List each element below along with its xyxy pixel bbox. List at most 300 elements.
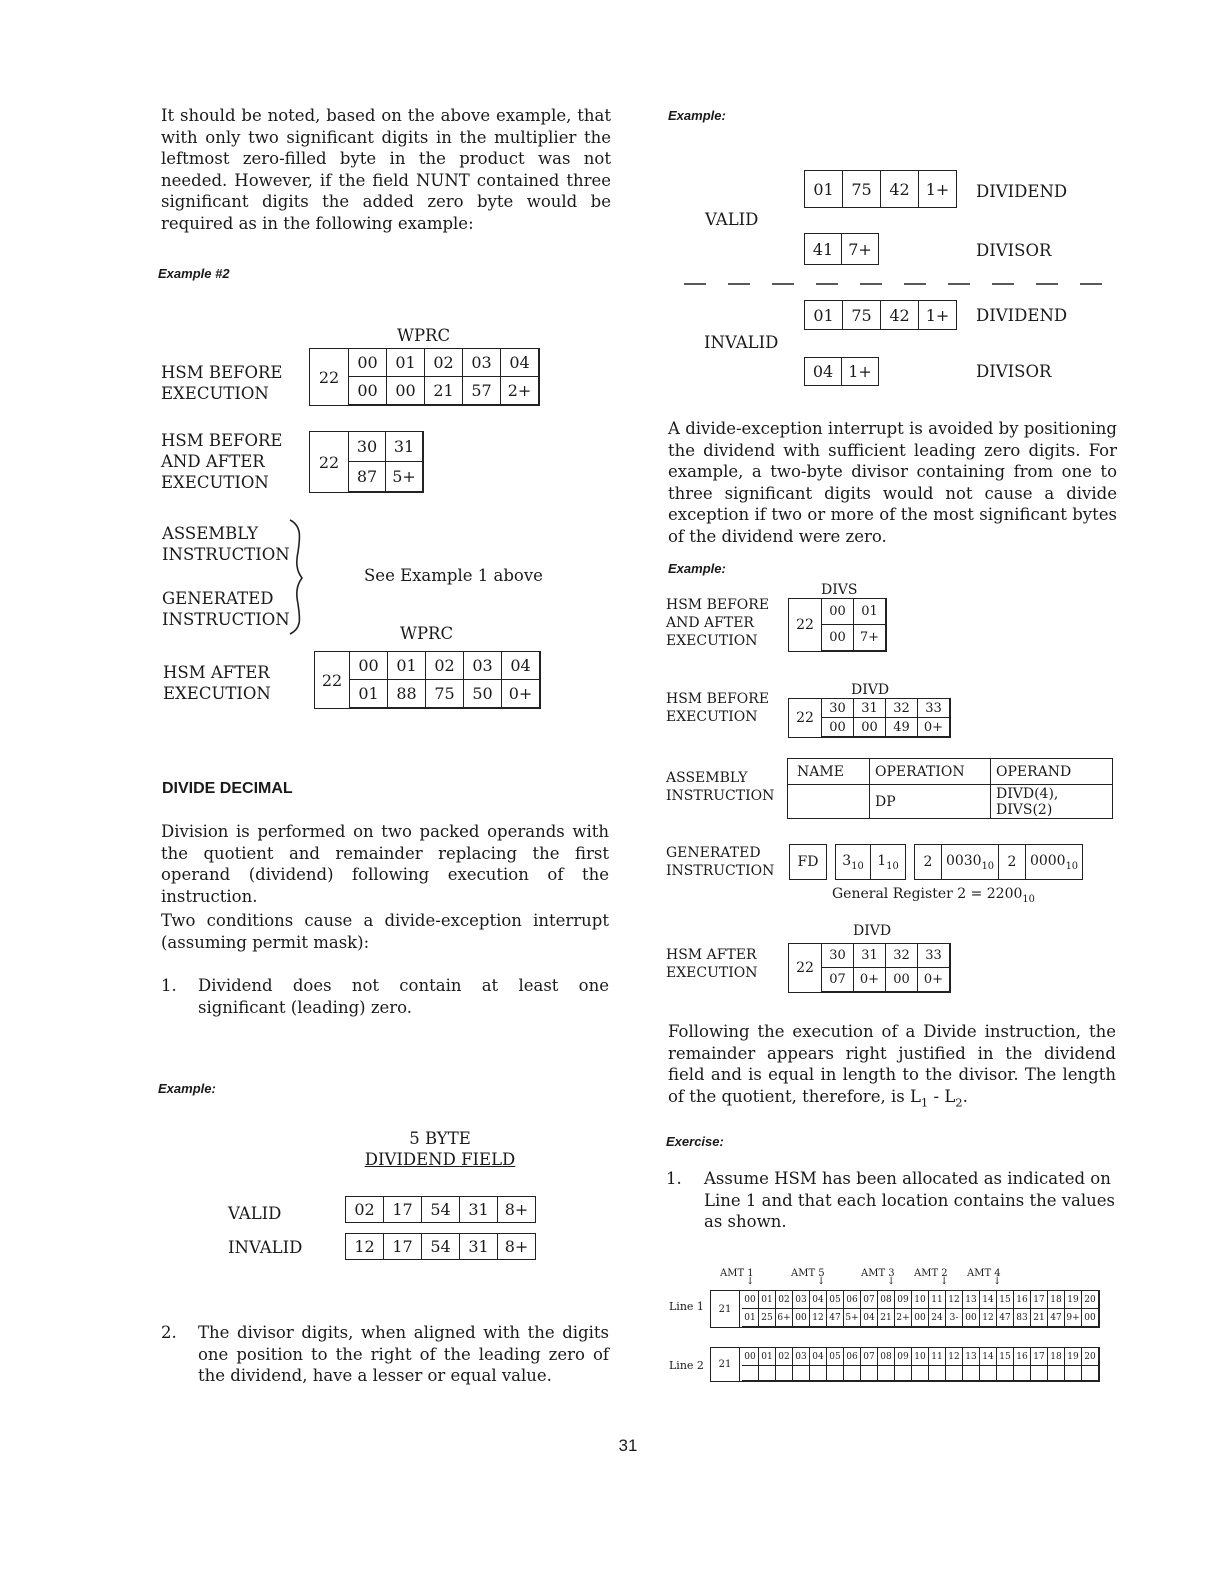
gen-disp1 [942, 845, 999, 880]
memory-cell: 41 [805, 234, 842, 265]
memory-cell: 05 [827, 1348, 844, 1366]
memory-cell: 04 [502, 652, 540, 680]
page-number: 31 [618, 1436, 638, 1455]
memory-cell: 15 [997, 1291, 1014, 1309]
gen-length1 [836, 845, 871, 880]
memory-row [349, 432, 423, 462]
memory-row [349, 462, 423, 492]
hsm-before-label [161, 362, 282, 404]
memory-cell: 21 [425, 377, 463, 405]
memory-cell: 42 [881, 301, 919, 330]
divs-label-line1: HSM BEFORE [666, 597, 770, 613]
memory-row [805, 301, 957, 330]
divd-after-title: DIVD [853, 923, 892, 939]
field-title-line2: DIVIDEND FIELD [364, 1150, 516, 1169]
memory-cell: 75 [843, 171, 881, 208]
gen-disp2 [1026, 845, 1083, 880]
hsm-before-line2: EXECUTION [161, 384, 269, 403]
memory-cell: 47 [827, 1309, 844, 1327]
memory-cell: 01 [742, 1309, 759, 1327]
hsm-before-line1: HSM BEFORE [161, 363, 283, 382]
valid-dividend-table [345, 1196, 536, 1223]
memory-cell: 00 [1082, 1309, 1099, 1327]
memory-cell [827, 1366, 844, 1381]
wprc-before-memory [309, 348, 540, 406]
memory-cell: 30 [822, 944, 854, 968]
exercise-label: Exercise: [666, 1134, 724, 1149]
memory-cell: 12 [346, 1234, 384, 1260]
gen-disp1-value: 0030 [945, 852, 982, 869]
line-1-table [742, 1291, 1099, 1327]
memory-cell: 01 [759, 1348, 776, 1366]
memory-cell: 17 [384, 1197, 422, 1223]
memory-row [742, 1348, 1099, 1366]
memory-cell: 31 [460, 1234, 498, 1260]
example-2-label: Example #2 [158, 266, 230, 281]
memory-cell: 5+ [844, 1309, 861, 1327]
amt-3-label [861, 1268, 896, 1287]
amt-3-text: AMT 3 [861, 1268, 895, 1279]
invalid-label-left: INVALID [228, 1238, 303, 1257]
arrow-down-icon: ↓ [993, 1276, 1002, 1287]
mid-label-line1: HSM BEFORE [161, 431, 283, 450]
item-1-text: Dividend does not contain at least one significant (leading) zero. [198, 976, 609, 1017]
memory-cell [963, 1366, 980, 1381]
memory-cell: 42 [881, 171, 919, 208]
memory-cell: 2+ [501, 377, 539, 405]
memory-cell [844, 1366, 861, 1381]
amt-5-text: AMT 5 [791, 1268, 825, 1279]
line-2-label: Line 2 [669, 1359, 704, 1372]
memory-cell: 00 [742, 1291, 759, 1309]
gen-gap [906, 845, 915, 880]
memory-cell: 0+ [502, 680, 540, 708]
arrow-down-icon: ↓ [940, 1276, 949, 1287]
memory-cell: 17 [384, 1234, 422, 1260]
memory-row [822, 625, 886, 651]
line-1-memory [710, 1290, 1100, 1328]
memory-cell: 00 [349, 349, 387, 377]
memory-cell: 00 [387, 377, 425, 405]
divs-memory [788, 598, 887, 652]
divd-after-memory [788, 943, 951, 993]
invalid-dividend-right [804, 300, 957, 330]
mid-memory [309, 431, 424, 493]
memory-cell: 12 [980, 1309, 997, 1327]
memory-cell [861, 1366, 878, 1381]
assembly-line2: INSTRUCTION [162, 545, 290, 564]
assembly-label-right [666, 769, 774, 805]
memory-cell: 1+ [919, 301, 957, 330]
generated-label-right [666, 844, 774, 880]
valid-dividend-right [804, 170, 957, 208]
memory-row [349, 349, 539, 377]
arrow-down-icon: ↓ [817, 1276, 826, 1287]
hsm-before-after-label [161, 430, 282, 493]
memory-cell: 54 [422, 1234, 460, 1260]
memory-cell: 14 [980, 1348, 997, 1366]
gen-length2 [871, 845, 906, 880]
divd-before-title: DIVD [851, 682, 890, 698]
memory-cell: 01 [388, 652, 426, 680]
generated-right-line1: GENERATED [666, 845, 761, 861]
wprc-before-table [349, 349, 539, 405]
hsm-after-line2: EXECUTION [163, 684, 271, 703]
gen-base2: 2 [999, 845, 1026, 880]
memory-cell: 7+ [854, 625, 886, 651]
name-value [788, 785, 870, 819]
memory-cell: 21 [1031, 1309, 1048, 1327]
generated-line1: GENERATED [162, 589, 274, 608]
memory-cell: 47 [997, 1309, 1014, 1327]
memory-cell [1082, 1366, 1099, 1381]
gr-text: General Register 2 = 2200 [832, 886, 1023, 902]
hsm-cell: 22 [789, 599, 822, 651]
memory-cell: 18 [1048, 1291, 1065, 1309]
generated-instruction-table [789, 844, 1083, 880]
memory-cell: 01 [387, 349, 425, 377]
memory-cell: 00 [822, 718, 854, 737]
memory-cell: 04 [810, 1348, 827, 1366]
exercise-1-number: 1. [666, 1169, 682, 1188]
gen-gap [827, 845, 836, 880]
gen-sub: 10 [851, 860, 864, 872]
assembly-instruction-table [787, 758, 1113, 819]
memory-cell: 01 [759, 1291, 776, 1309]
mid-label-line2: AND AFTER [161, 452, 265, 471]
following-paragraph [668, 1021, 1116, 1113]
memory-cell: 1+ [842, 358, 879, 386]
amt-4-text: AMT 4 [967, 1268, 1001, 1279]
memory-cell: 04 [861, 1309, 878, 1327]
wprc-title-after: WPRC [400, 624, 454, 643]
generated-right-line2: INSTRUCTION [666, 863, 775, 879]
divd-before-line1: HSM BEFORE [666, 691, 770, 707]
memory-cell: 10 [912, 1348, 929, 1366]
memory-cell: 07 [822, 968, 854, 992]
memory-cell: 75 [843, 301, 881, 330]
gen-sub: 10 [886, 860, 899, 872]
following-text: Following the execution of a Divide instruction, the remainder appears right justified in the dividend field and is equal in length to the divisor. The length of the quotient, therefore, is L [668, 1022, 1116, 1106]
memory-cell: 01 [854, 599, 886, 625]
divd-after-label [666, 946, 758, 982]
hsm-cell: 21 [711, 1291, 740, 1327]
col-operation-header: OPERATION [870, 759, 991, 785]
divs-table [822, 599, 886, 651]
memory-cell: 09 [895, 1348, 912, 1366]
memory-cell [997, 1366, 1014, 1381]
exercise-1-text: Assume HSM has been allocated as indicated on Line 1 and that each location contains the values as shown. [704, 1169, 1116, 1231]
memory-cell: 00 [822, 599, 854, 625]
dividend-label-1: DIVIDEND [976, 182, 1068, 201]
memory-cell: 04 [810, 1291, 827, 1309]
memory-cell: 10 [912, 1291, 929, 1309]
memory-row [346, 1234, 536, 1260]
amt-2-text: AMT 2 [914, 1268, 948, 1279]
divide-paragraph: Division is performed on two packed operands with the quotient and remainder replacing the first operand (dividend) following execution of the instruction. [161, 822, 609, 906]
wprc-title-before: WPRC [397, 326, 451, 345]
divd-before-memory [788, 698, 951, 738]
memory-cell: 47 [1048, 1309, 1065, 1327]
avoid-paragraph: A divide-exception interrupt is avoided by positioning the dividend with sufficient leading zero digits. For example, a two-byte divisor containing from one to three significant digits would not cause a divide exception if two or more of the most significant bytes of the dividend were zero. [668, 419, 1117, 546]
dividend-field-title [340, 1128, 540, 1170]
intro-paragraph: It should be noted, based on the above example, that with only two significant digits in the multiplier the leftmost zero-filled byte in the product was not needed. However, if the field NUNT contained three significant digits the added zero byte would be required as in the following example: [161, 106, 611, 233]
wprc-after-table [350, 652, 540, 708]
memory-cell: 04 [501, 349, 539, 377]
memory-cell: 31 [854, 944, 886, 968]
line-1-label: Line 1 [669, 1300, 704, 1313]
memory-cell: 00 [912, 1309, 929, 1327]
gr-sub: 10 [1022, 893, 1035, 905]
memory-cell: 02 [776, 1291, 793, 1309]
generated-line2: INSTRUCTION [162, 610, 290, 629]
following-sub2: 2 [955, 1094, 963, 1109]
memory-cell: 13 [963, 1348, 980, 1366]
memory-cell: 33 [918, 699, 950, 718]
dashed-separator [684, 280, 1104, 288]
brace-icon [288, 518, 310, 636]
memory-row [822, 968, 950, 992]
memory-cell: 00 [350, 652, 388, 680]
memory-cell: 00 [349, 377, 387, 405]
memory-cell: 32 [886, 699, 918, 718]
memory-row [822, 699, 950, 718]
memory-cell: 17 [1031, 1291, 1048, 1309]
memory-cell: 18 [1048, 1348, 1065, 1366]
dividend-label-2: DIVIDEND [976, 306, 1068, 325]
item-2-number: 2. [161, 1323, 177, 1342]
gen-op-code: FD [790, 845, 827, 880]
memory-cell: 02 [776, 1348, 793, 1366]
memory-row [822, 944, 950, 968]
memory-cell: 16 [1014, 1291, 1031, 1309]
memory-cell [912, 1366, 929, 1381]
memory-cell: 07 [861, 1291, 878, 1309]
memory-cell: 8+ [498, 1197, 536, 1223]
conditions-paragraph: Two conditions cause a divide-exception interrupt (assuming permit mask): [161, 911, 609, 952]
memory-row [742, 1291, 1099, 1309]
divd-before-line2: EXECUTION [666, 709, 758, 725]
memory-cell: 03 [793, 1348, 810, 1366]
memory-cell: 6+ [776, 1309, 793, 1327]
memory-cell: 83 [1014, 1309, 1031, 1327]
memory-row [742, 1309, 1099, 1327]
memory-cell: 11 [929, 1348, 946, 1366]
amt-1-label [720, 1268, 755, 1287]
assembly-right-line2: INSTRUCTION [666, 788, 775, 804]
divd-before-table [822, 699, 950, 737]
hsm-cell: 22 [310, 432, 349, 492]
memory-cell: 00 [886, 968, 918, 992]
memory-row [805, 234, 879, 265]
memory-cell: 2+ [895, 1309, 912, 1327]
memory-cell: 06 [844, 1348, 861, 1366]
memory-cell: 9+ [1065, 1309, 1082, 1327]
divisor-label-1: DIVISOR [976, 241, 1052, 260]
memory-row [349, 377, 539, 405]
memory-cell: 49 [886, 718, 918, 737]
memory-cell: 19 [1065, 1348, 1082, 1366]
memory-cell: 09 [895, 1291, 912, 1309]
memory-cell: 31 [386, 432, 423, 462]
see-example-text: See Example 1 above [364, 566, 543, 585]
memory-cell: 31 [854, 699, 886, 718]
memory-cell: 04 [805, 358, 842, 386]
memory-cell: 5+ [386, 462, 423, 492]
invalid-dividend-table [345, 1233, 536, 1260]
memory-cell: 17 [1031, 1348, 1048, 1366]
amt-1-text: AMT 1 [720, 1268, 754, 1279]
mid-table [349, 432, 423, 492]
item-2-text: The divisor digits, when aligned with the digits one position to the right of the leading zero of the dividend, have a lesser or equal value. [198, 1323, 609, 1385]
memory-cell [878, 1366, 895, 1381]
assembly-line1: ASSEMBLY [162, 524, 259, 543]
divd-after-line2: EXECUTION [666, 965, 758, 981]
invalid-label-right: INVALID [704, 333, 779, 352]
memory-cell: 03 [793, 1291, 810, 1309]
memory-row [805, 171, 957, 208]
following-sub1: 1 [920, 1094, 929, 1109]
memory-row [822, 718, 950, 737]
mid-label-line3: EXECUTION [161, 473, 269, 492]
hsm-cell: 22 [310, 349, 349, 405]
memory-cell: 00 [793, 1309, 810, 1327]
memory-cell: 30 [349, 432, 386, 462]
hsm-cell: 22 [789, 944, 822, 992]
divs-label [666, 596, 769, 650]
memory-cell: 02 [425, 349, 463, 377]
valid-label-left: VALID [228, 1204, 282, 1223]
memory-cell: 07 [861, 1348, 878, 1366]
memory-cell: 87 [349, 462, 386, 492]
memory-cell: 0+ [918, 968, 950, 992]
col-operand-header: OPERAND [991, 759, 1113, 785]
memory-cell: 00 [854, 718, 886, 737]
memory-cell: 0+ [918, 718, 950, 737]
memory-cell: 14 [980, 1291, 997, 1309]
memory-row [350, 680, 540, 708]
memory-cell: 01 [805, 171, 843, 208]
memory-cell: 24 [929, 1309, 946, 1327]
hsm-after-label [163, 662, 271, 704]
arrow-down-icon: ↓ [746, 1276, 755, 1287]
operand-value: DIVD(4), DIVS(2) [991, 785, 1113, 819]
memory-cell: 16 [1014, 1348, 1031, 1366]
general-register-note [832, 885, 1035, 909]
gen-length2-value: 1 [877, 852, 887, 869]
valid-divisor-right [804, 233, 879, 265]
memory-cell: 15 [997, 1348, 1014, 1366]
memory-cell: 33 [918, 944, 950, 968]
gen-base1: 2 [915, 845, 942, 880]
memory-row [805, 358, 879, 386]
memory-row [350, 652, 540, 680]
memory-cell [1031, 1366, 1048, 1381]
memory-cell: 57 [463, 377, 501, 405]
example-label-left: Example: [158, 1081, 216, 1096]
memory-cell: 01 [805, 301, 843, 330]
assembly-right-line1: ASSEMBLY [666, 770, 748, 786]
memory-cell: 08 [878, 1348, 895, 1366]
memory-cell [742, 1366, 759, 1381]
example-label-right-2: Example: [668, 561, 726, 576]
memory-cell: 7+ [842, 234, 879, 265]
amt-5-label [791, 1268, 826, 1287]
memory-cell: 12 [946, 1348, 963, 1366]
item-1-number: 1. [161, 976, 177, 995]
memory-cell [810, 1366, 827, 1381]
amt-2-label [914, 1268, 949, 1287]
memory-cell [1065, 1366, 1082, 1381]
valid-label-right: VALID [705, 210, 759, 229]
field-title-line1: 5 BYTE [409, 1129, 471, 1148]
memory-cell: 31 [460, 1197, 498, 1223]
memory-cell: 0+ [854, 968, 886, 992]
hsm-cell: 21 [711, 1348, 740, 1381]
divd-after-table [822, 944, 950, 992]
memory-cell: 00 [822, 625, 854, 651]
memory-cell: 11 [929, 1291, 946, 1309]
generated-instruction-label [162, 588, 290, 630]
memory-cell: 21 [878, 1309, 895, 1327]
memory-cell: 3- [946, 1309, 963, 1327]
memory-cell: 1+ [919, 171, 957, 208]
divs-label-line2: AND AFTER [666, 615, 754, 631]
gen-sub: 10 [981, 860, 995, 872]
memory-cell: 32 [886, 944, 918, 968]
invalid-divisor-right [804, 357, 879, 386]
memory-cell: 88 [388, 680, 426, 708]
memory-cell: 05 [827, 1291, 844, 1309]
divisor-label-2: DIVISOR [976, 362, 1052, 381]
hsm-after-line1: HSM AFTER [163, 663, 270, 682]
hsm-cell: 22 [789, 699, 822, 737]
memory-row [346, 1197, 536, 1223]
memory-cell [759, 1366, 776, 1381]
following-end: . [962, 1086, 968, 1106]
divd-after-line1: HSM AFTER [666, 947, 757, 963]
memory-cell [1014, 1366, 1031, 1381]
line-2-table [742, 1348, 1099, 1381]
wprc-after-memory [314, 651, 541, 709]
memory-cell: 08 [878, 1291, 895, 1309]
memory-cell: 13 [963, 1291, 980, 1309]
memory-cell: 19 [1065, 1291, 1082, 1309]
memory-cell: 75 [426, 680, 464, 708]
example-label-right-1: Example: [668, 108, 726, 123]
memory-cell: 8+ [498, 1234, 536, 1260]
memory-cell [776, 1366, 793, 1381]
line-2-memory [710, 1347, 1100, 1382]
memory-cell: 03 [464, 652, 502, 680]
memory-cell [895, 1366, 912, 1381]
memory-cell [793, 1366, 810, 1381]
arrow-down-icon: ↓ [887, 1276, 896, 1287]
memory-row [742, 1366, 1099, 1381]
memory-cell: 20 [1082, 1291, 1099, 1309]
memory-cell: 06 [844, 1291, 861, 1309]
memory-cell [946, 1366, 963, 1381]
memory-cell: 03 [463, 349, 501, 377]
memory-cell: 02 [426, 652, 464, 680]
divd-before-label [666, 690, 769, 726]
gen-length1-value: 3 [842, 852, 852, 869]
memory-cell [1048, 1366, 1065, 1381]
memory-cell: 25 [759, 1309, 776, 1327]
memory-cell: 12 [810, 1309, 827, 1327]
memory-cell: 02 [346, 1197, 384, 1223]
memory-cell: 12 [946, 1291, 963, 1309]
